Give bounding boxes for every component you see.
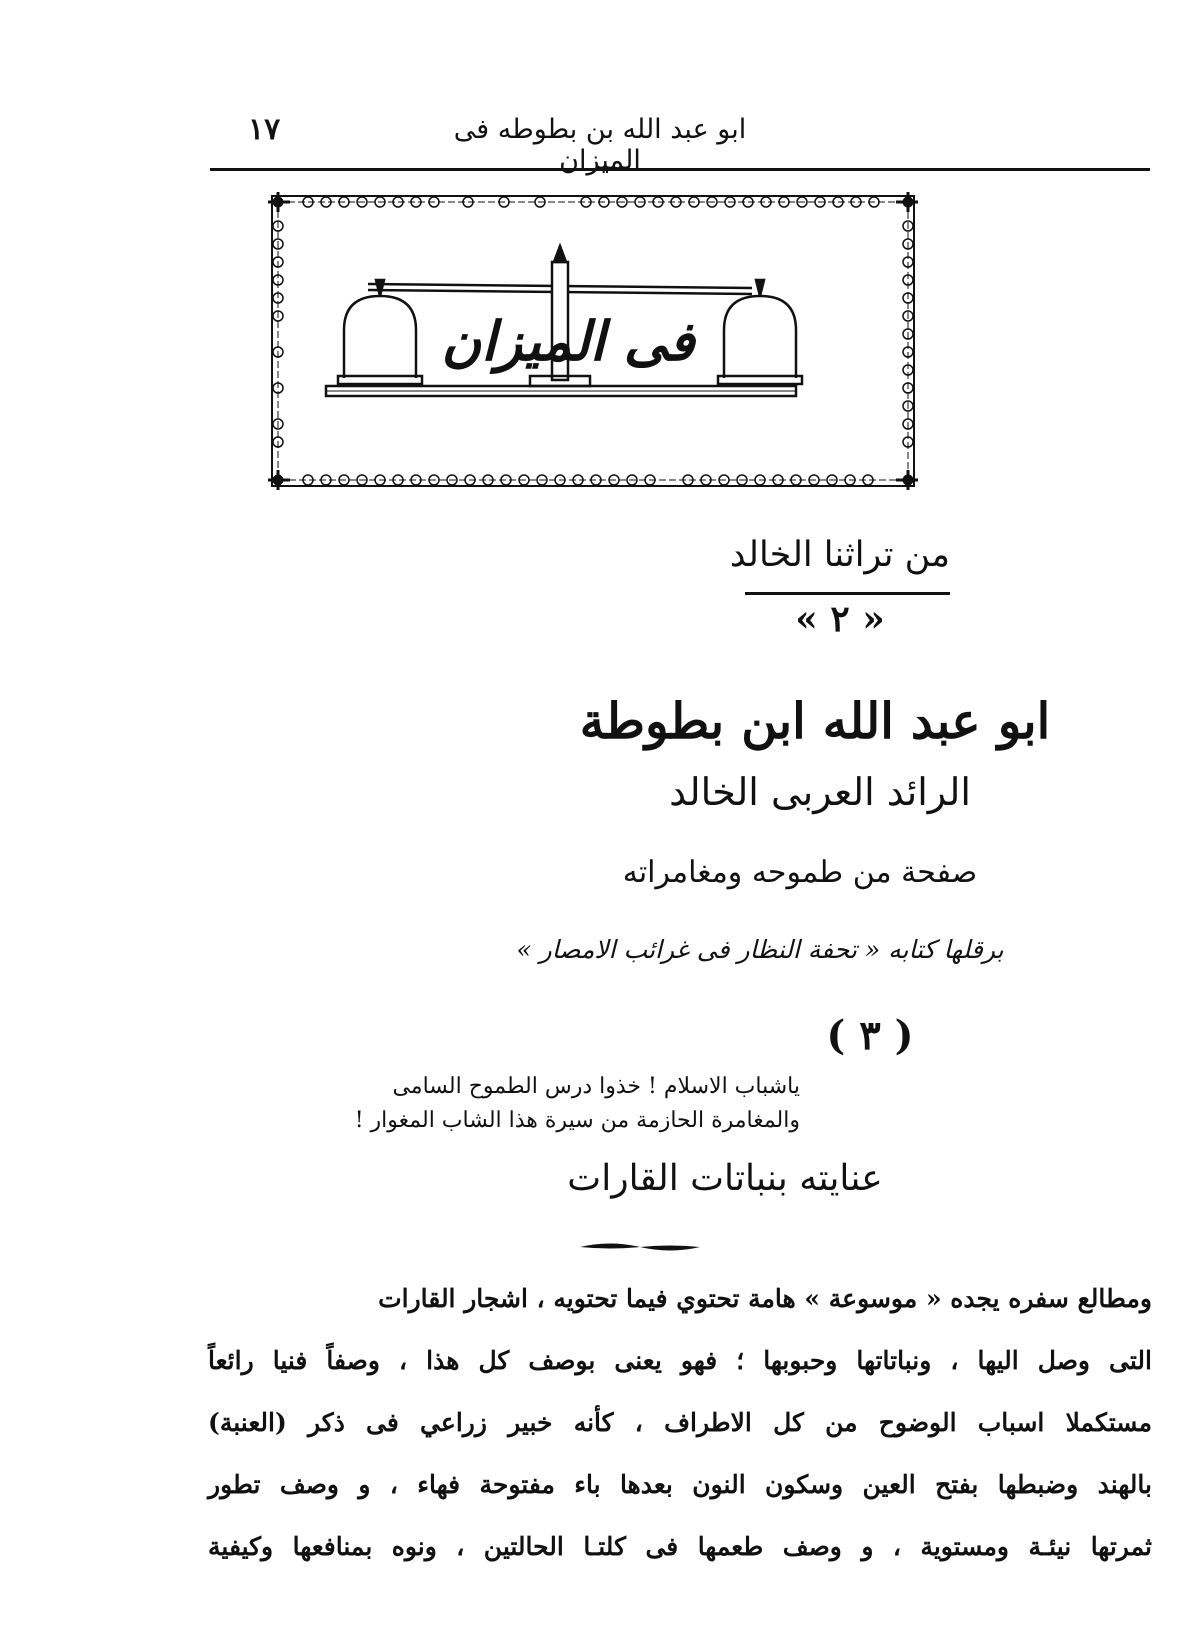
section-heading: من تراثنا الخالد: [729, 535, 950, 575]
border-chain-bottom: [303, 475, 873, 485]
article-title: ابو عبد الله ابن بطوطة: [579, 692, 1051, 750]
part-number: ( ٣ ): [826, 1012, 914, 1059]
chapter-heading: عنايته بنباتات القارات: [567, 1158, 883, 1199]
banner-title: فى الميزان: [441, 309, 695, 373]
body-text-line: ثمرتها نيئـة ومستوية ، و وصف طعمها فى كلتـا الحالتين ، ونوه بمنافعها وكيفية: [208, 1532, 1152, 1561]
running-title: ابو عبد الله بن بطوطه فى الميزان: [453, 114, 747, 176]
body-text-line: التى وصل اليها ، ونباتاتها وحبوبها ؛ فهو يعنى بوصف كل هذا ، وصفاً فنيا رائعاً: [208, 1346, 1152, 1375]
article-subject: صفحة من طموحه ومغامراته: [622, 855, 978, 890]
article-subtitle: الرائد العربى الخالد: [669, 770, 971, 814]
series-number: « ٢ »: [795, 598, 885, 640]
section-underline: [745, 592, 950, 595]
body-text-line: مستكملا اسباب الوضوح من كل الاطراف ، كأنه خبير زراعي فى ذكر (العنبة): [208, 1408, 1152, 1437]
banner-ornament: [268, 192, 918, 490]
exhortation-line: ياشباب الاسلام ! خذوا درس الطموح السامى: [392, 1074, 800, 1099]
ornamental-divider: [580, 1240, 700, 1254]
header-rule: [210, 168, 1150, 171]
body-text-line: ومطالع سفره يجده « موسوعة » هامة تحتوي فيما تحتويه ، اشجار القارات: [378, 1284, 1152, 1313]
body-text-line: بالهند وضبطها بفتح العين وسكون النون بعدها باء مفتوحة فهاء ، و وصف تطور: [208, 1470, 1152, 1499]
article-attribution: برقلها كتابه « تحفة النظار فى غرائب الامصار »: [516, 935, 1004, 964]
page-number: ١٧: [248, 112, 281, 147]
exhortation-line: والمغامرة الحازمة من سيرة هذا الشاب المغوار !: [354, 1108, 800, 1133]
